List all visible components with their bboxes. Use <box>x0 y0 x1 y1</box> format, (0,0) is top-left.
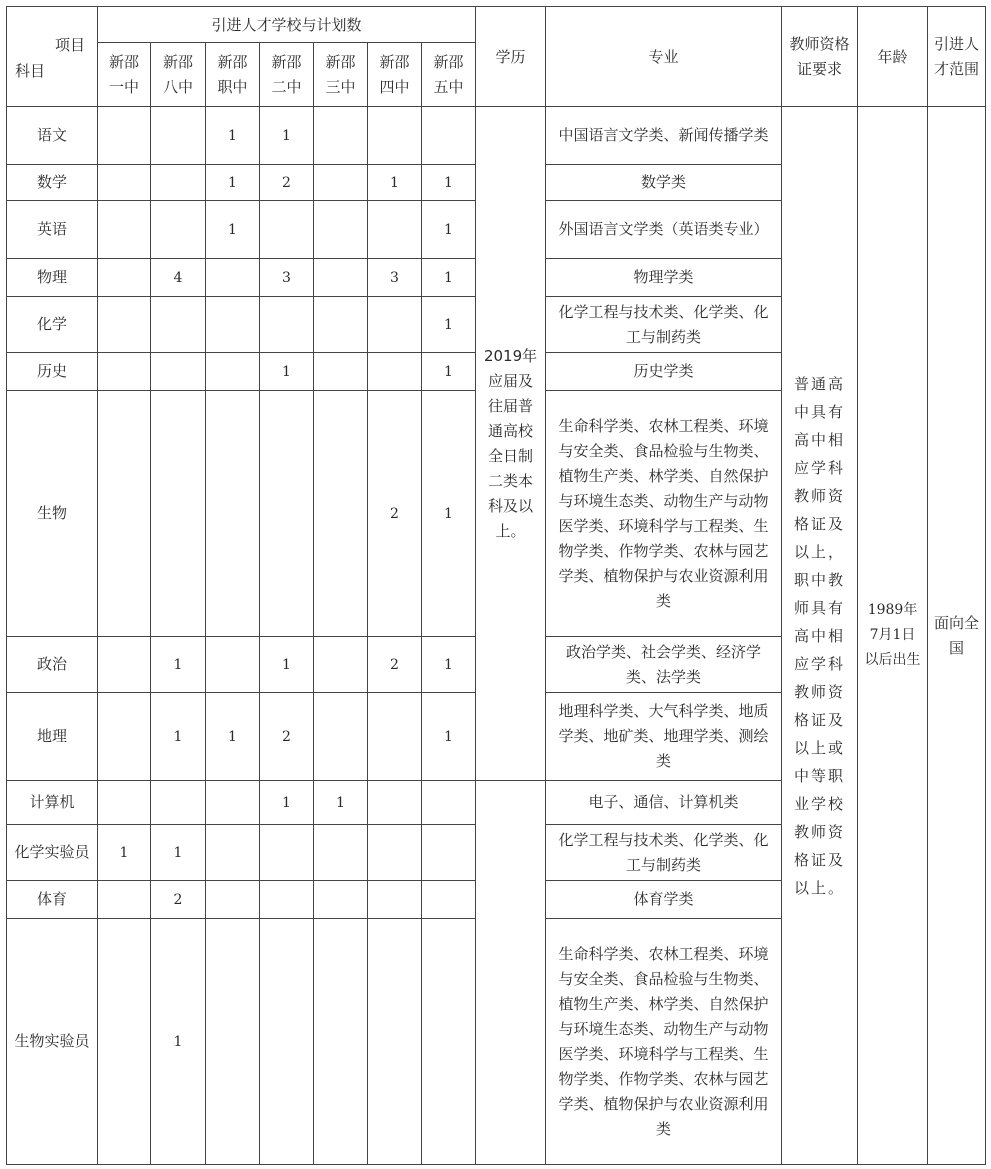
corner-subject-label: 科目 <box>15 62 46 80</box>
count-cell: 1 <box>98 825 151 881</box>
recruitment-plan-sheet <box>6 6 986 1162</box>
count-cell <box>260 391 314 637</box>
education-requirement-continued <box>476 781 546 1165</box>
cert-requirement: 普通高中具有高中相应学科教师资格证及以上，职中教师具有高中相应学科教师资格证及以上或中等职业学校教师资格证及以上。 <box>782 107 858 1165</box>
count-cell: 1 <box>368 165 422 201</box>
subject-cell: 语文 <box>7 107 98 165</box>
count-cell <box>151 107 206 165</box>
count-cell <box>98 201 151 259</box>
count-cell <box>314 353 368 391</box>
count-cell <box>422 881 476 919</box>
count-cell: 3 <box>260 259 314 297</box>
count-cell: 4 <box>151 259 206 297</box>
count-cell <box>368 781 422 825</box>
count-cell <box>368 297 422 353</box>
count-cell <box>206 353 260 391</box>
scope-header: 引进人才范围 <box>928 7 986 107</box>
age-requirement: 1989年7月1日以后出生 <box>858 107 928 1165</box>
scope-requirement: 面向全国 <box>928 107 986 1165</box>
count-cell: 1 <box>422 353 476 391</box>
age-header: 年龄 <box>858 7 928 107</box>
count-cell: 1 <box>422 693 476 781</box>
count-cell: 2 <box>368 637 422 693</box>
count-cell: 1 <box>260 353 314 391</box>
major-cell: 化学工程与技术类、化学类、化工与制药类 <box>546 825 782 881</box>
major-cell: 政治学类、社会学类、经济学类、法学类 <box>546 637 782 693</box>
count-cell <box>368 353 422 391</box>
count-cell: 1 <box>422 165 476 201</box>
count-cell <box>151 201 206 259</box>
count-cell <box>422 825 476 881</box>
count-cell <box>98 297 151 353</box>
subject-cell: 计算机 <box>7 781 98 825</box>
count-cell <box>98 781 151 825</box>
count-cell <box>368 693 422 781</box>
major-cell: 中国语言文学类、新闻传播学类 <box>546 107 782 165</box>
count-cell: 1 <box>422 259 476 297</box>
count-cell <box>151 781 206 825</box>
count-cell: 1 <box>206 165 260 201</box>
education-header: 学历 <box>476 7 546 107</box>
school-header: 新邵五中 <box>422 43 476 107</box>
count-cell <box>206 825 260 881</box>
subject-cell: 数学 <box>7 165 98 201</box>
count-cell <box>422 781 476 825</box>
cert-header: 教师资格证要求 <box>782 7 858 107</box>
subject-cell: 化学 <box>7 297 98 353</box>
count-cell <box>151 297 206 353</box>
subject-cell: 生物实验员 <box>7 919 98 1165</box>
major-header: 专业 <box>546 7 782 107</box>
count-cell <box>98 259 151 297</box>
major-cell: 外国语言文学类（英语类专业） <box>546 201 782 259</box>
count-cell <box>151 353 206 391</box>
subject-cell: 政治 <box>7 637 98 693</box>
count-cell <box>368 881 422 919</box>
count-cell <box>98 637 151 693</box>
count-cell: 3 <box>368 259 422 297</box>
count-cell <box>314 693 368 781</box>
count-cell <box>314 107 368 165</box>
school-header: 新邵八中 <box>151 43 206 107</box>
major-cell: 生命科学类、农林工程类、环境与安全类、食品检验与生物类、植物生产类、林学类、自然保护与环境生态类、动物生产与动物医学类、环境科学与工程类、生物学类、作物学类、农林与园艺学类、植物保护与农业资源利用类 <box>546 919 782 1165</box>
subject-cell: 化学实验员 <box>7 825 98 881</box>
count-cell <box>422 107 476 165</box>
count-cell: 1 <box>151 919 206 1165</box>
count-cell <box>314 201 368 259</box>
school-header: 新邵一中 <box>98 43 151 107</box>
count-cell: 1 <box>151 693 206 781</box>
count-cell <box>314 825 368 881</box>
count-cell <box>206 781 260 825</box>
education-requirement: 2019年应届及往届普通高校全日制二类本科及以上。 <box>476 107 546 781</box>
count-cell <box>368 201 422 259</box>
subject-cell: 英语 <box>7 201 98 259</box>
count-cell <box>98 391 151 637</box>
subject-cell: 生物 <box>7 391 98 637</box>
major-cell: 电子、通信、计算机类 <box>546 781 782 825</box>
subject-cell: 体育 <box>7 881 98 919</box>
count-cell: 2 <box>368 391 422 637</box>
count-cell <box>260 919 314 1165</box>
count-cell: 1 <box>422 391 476 637</box>
major-cell: 地理科学类、大气科学类、地质学类、地矿类、地理学类、测绘类 <box>546 693 782 781</box>
school-header: 新邵三中 <box>314 43 368 107</box>
count-cell: 1 <box>151 637 206 693</box>
count-cell: 1 <box>151 825 206 881</box>
count-cell <box>314 881 368 919</box>
major-cell: 化学工程与技术类、化学类、化工与制药类 <box>546 297 782 353</box>
schools-group-header: 引进人才学校与计划数 <box>98 7 476 43</box>
table-row <box>7 107 986 165</box>
count-cell <box>98 693 151 781</box>
school-header: 新邵四中 <box>368 43 422 107</box>
count-cell <box>368 919 422 1165</box>
school-header: 新邵职中 <box>206 43 260 107</box>
major-cell: 生命科学类、农林工程类、环境与安全类、食品检验与生物类、植物生产类、林学类、自然保护与环境生态类、动物生产与动物医学类、环境科学与工程类、生物学类、作物学类、农林与园艺学类、植物保护与农业资源利用类 <box>546 391 782 637</box>
count-cell: 1 <box>422 637 476 693</box>
subject-cell: 物理 <box>7 259 98 297</box>
count-cell <box>151 165 206 201</box>
count-cell <box>260 297 314 353</box>
subject-cell: 地理 <box>7 693 98 781</box>
count-cell <box>98 353 151 391</box>
count-cell: 1 <box>206 107 260 165</box>
count-cell <box>206 297 260 353</box>
count-cell <box>368 107 422 165</box>
count-cell <box>314 165 368 201</box>
header-corner-cell <box>7 7 98 107</box>
count-cell: 1 <box>260 781 314 825</box>
major-cell: 物理学类 <box>546 259 782 297</box>
count-cell <box>314 259 368 297</box>
count-cell: 1 <box>422 297 476 353</box>
count-cell <box>98 919 151 1165</box>
count-cell: 2 <box>151 881 206 919</box>
count-cell: 1 <box>422 201 476 259</box>
count-cell <box>314 919 368 1165</box>
count-cell <box>314 637 368 693</box>
count-cell <box>98 107 151 165</box>
count-cell <box>260 825 314 881</box>
count-cell: 2 <box>260 693 314 781</box>
count-cell <box>206 259 260 297</box>
corner-item-label: 项目 <box>54 36 85 54</box>
school-header: 新邵二中 <box>260 43 314 107</box>
count-cell: 1 <box>206 693 260 781</box>
count-cell: 1 <box>314 781 368 825</box>
count-cell <box>151 391 206 637</box>
count-cell: 2 <box>260 165 314 201</box>
count-cell <box>314 297 368 353</box>
major-cell: 历史学类 <box>546 353 782 391</box>
count-cell <box>260 201 314 259</box>
major-cell: 数学类 <box>546 165 782 201</box>
count-cell <box>206 919 260 1165</box>
count-cell <box>206 881 260 919</box>
recruitment-table <box>6 6 986 1165</box>
count-cell <box>206 637 260 693</box>
major-cell: 体育学类 <box>546 881 782 919</box>
subject-cell: 历史 <box>7 353 98 391</box>
count-cell: 1 <box>260 637 314 693</box>
count-cell <box>260 881 314 919</box>
count-cell <box>98 881 151 919</box>
count-cell: 1 <box>260 107 314 165</box>
count-cell <box>422 919 476 1165</box>
count-cell <box>314 391 368 637</box>
count-cell <box>368 825 422 881</box>
count-cell: 1 <box>206 201 260 259</box>
count-cell <box>206 391 260 637</box>
count-cell <box>98 165 151 201</box>
